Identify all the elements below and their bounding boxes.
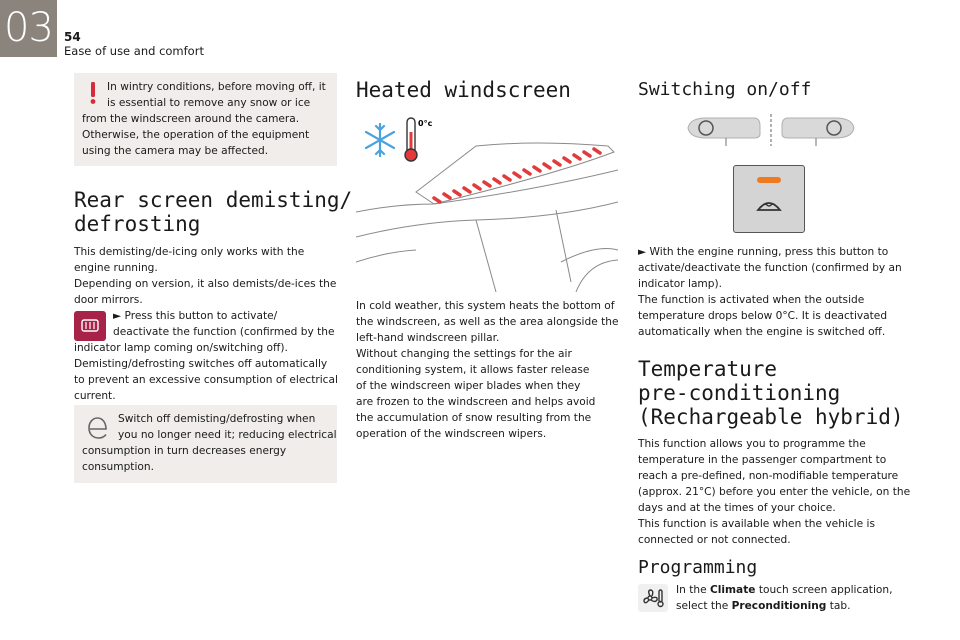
switch-paragraph-line: ► With the engine running, press this button to [638, 246, 889, 258]
eco-tip-box [74, 405, 337, 483]
programming-line [676, 598, 850, 614]
page-number: 54 [64, 30, 81, 44]
snowflake-icon [366, 124, 394, 156]
rear-paragraph-line: current. [74, 390, 116, 402]
switch-paragraph-line: automatically when the engine is switched off. [638, 326, 886, 338]
press-line: indicator lamp coming on/switching off). [74, 342, 288, 354]
preconditioning-tab-name: Preconditioning [731, 600, 827, 612]
rear-paragraph-line: door mirrors. [74, 294, 143, 306]
heated-windscreen-title: Heated windscreen [356, 78, 571, 102]
warning-line: using the camera may be affected. [82, 145, 269, 157]
temperature-title-line2: pre-conditioning [638, 381, 841, 405]
temp-paragraph-line: (approx. 21°C) before you enter the vehicle, on the [638, 486, 911, 498]
heated-paragraph-line: operation of the windscreen wipers. [356, 428, 547, 440]
rear-screen-title-line1: Rear screen demisting/ [74, 188, 353, 212]
chapter-tab: 03 [0, 0, 57, 57]
programming-text: In the [676, 584, 710, 596]
section-title: Ease of use and comfort [64, 44, 204, 58]
switch-paragraph-line: The function is activated when the outside [638, 294, 865, 306]
windscreen-heat-icon [755, 192, 783, 216]
rear-paragraph-line: Depending on version, it also demists/de-ices the [74, 278, 337, 290]
programming-text: tab. [826, 600, 851, 612]
heated-windscreen-button [733, 165, 805, 233]
heated-paragraph-line: are frozen to the windscreen and helps avoid [356, 396, 596, 408]
windscreen-illustration [356, 112, 618, 292]
heated-paragraph-line: the windscreen, as well as the area alongside the [356, 316, 619, 328]
heated-paragraph-line: of the windscreen wiper blades when they [356, 380, 581, 392]
heated-paragraph-line: the accumulation of snow resulting from the [356, 412, 592, 424]
eco-line: consumption. [82, 461, 154, 473]
heated-paragraph-line: Without changing the settings for the air [356, 348, 572, 360]
temp-paragraph-line: temperature in the passenger compartment to [638, 454, 887, 466]
press-line: ► Press this button to activate/ [113, 310, 278, 322]
heating-element [434, 149, 600, 202]
temperature-title-line1: Temperature [638, 357, 778, 381]
rear-paragraph-line: This demisting/de-icing only works with the [74, 246, 305, 258]
temp-paragraph-line: reach a pre-defined, non-modifiable temperature [638, 470, 899, 482]
switch-paragraph-line: activate/deactivate the function (confirmed by an [638, 262, 902, 274]
indicator-lamp [757, 177, 781, 183]
temp-paragraph-line: connected or not connected. [638, 534, 791, 546]
temperature-label: 0°c [418, 119, 433, 128]
eco-leaf-icon [85, 415, 111, 441]
steering-wheel-diagram [686, 112, 856, 148]
warning-line: from the windscreen around the camera. [82, 113, 300, 125]
warning-line: Otherwise, the operation of the equipment [82, 129, 310, 141]
press-line: deactivate the function (confirmed by the [113, 326, 335, 338]
rear-screen-title-line2: defrosting [74, 212, 201, 236]
switching-title: Switching on/off [638, 79, 812, 100]
programming-title: Programming [638, 557, 758, 578]
switch-paragraph-line: temperature drops below 0°C. It is deactivated [638, 310, 888, 322]
eco-line: consumption in turn decreases energy [82, 445, 287, 457]
climate-app-icon [638, 584, 668, 612]
climate-app-name: Climate [709, 584, 756, 596]
rear-paragraph-line: to prevent an excessive consumption of electrical [74, 374, 338, 386]
switch-paragraph-line: indicator lamp). [638, 278, 722, 290]
programming-text: touch screen application, [755, 584, 893, 596]
temp-paragraph-line: This function is available when the vehicle is [638, 518, 875, 530]
thermometer-icon [405, 118, 417, 161]
warning-box [74, 73, 337, 166]
rear-defrost-icon [80, 317, 100, 335]
heated-paragraph-line: conditioning system, it allows faster release [356, 364, 590, 376]
rear-defrost-button [74, 311, 106, 341]
fan-thermometer-icon [641, 587, 665, 609]
programming-line [676, 582, 892, 598]
eco-line: you no longer need it; reducing electrical [118, 429, 337, 441]
warning-line: is essential to remove any snow or ice [107, 97, 311, 109]
eco-line: Switch off demisting/defrosting when [118, 413, 316, 425]
temp-paragraph-line: days and at the times of your choice. [638, 502, 836, 514]
heated-paragraph-line: In cold weather, this system heats the bottom of [356, 300, 615, 312]
heated-paragraph-line: left-hand windscreen pillar. [356, 332, 500, 344]
temperature-title-line3: (Rechargeable hybrid) [638, 405, 904, 429]
programming-text: select the [676, 600, 732, 612]
temp-paragraph-line: This function allows you to programme the [638, 438, 866, 450]
warning-line: In wintry conditions, before moving off, it [107, 81, 326, 93]
rear-paragraph-line: Demisting/defrosting switches off automatically [74, 358, 328, 370]
rear-paragraph-line: engine running. [74, 262, 158, 274]
warning-icon [88, 81, 98, 105]
